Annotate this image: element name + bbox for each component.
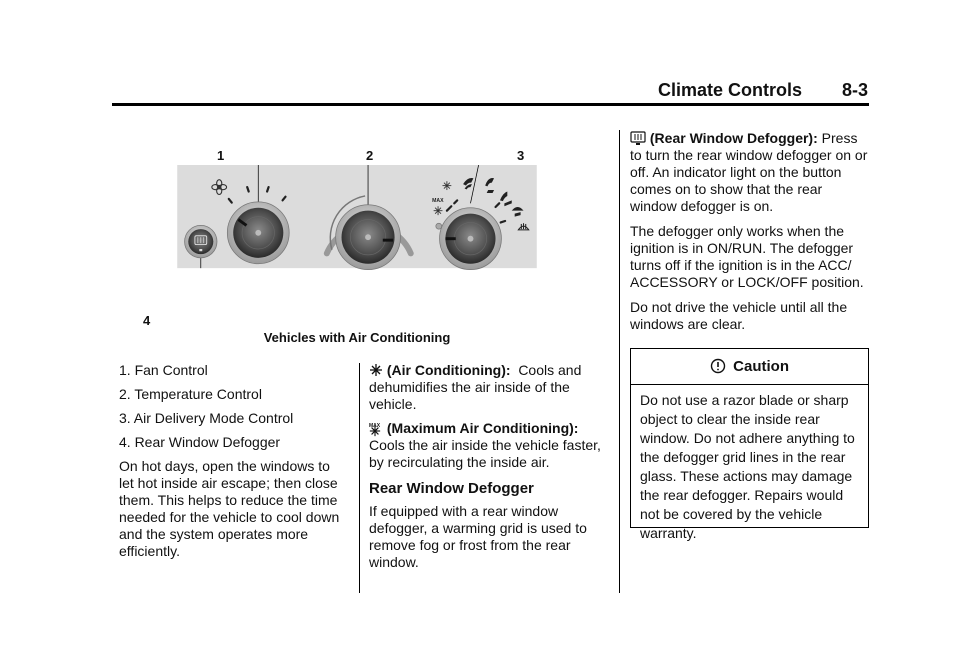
max-icon-label: MAX [369, 423, 381, 429]
list-item: 2. Temperature Control [119, 386, 262, 402]
page-header [622, 80, 868, 104]
climate-panel-illustration [113, 165, 601, 305]
ac-text: Cools and dehumidifies the air inside of the vehicle. [369, 362, 582, 412]
hot-days-paragraph: On hot days, open the windows to let hot inside air escape; then close them. This helps to reduce the time needed for the vehicle to cool down and the system operates more efficiently. [119, 458, 340, 559]
caution-header [631, 349, 868, 385]
recirc-indicator [436, 223, 442, 229]
ignition-paragraph: The defogger only works when the ignition is in ON/RUN. The defogger turns off if the ignition is in the ACC/ ACCESSORY or LOCK/OFF position. [630, 223, 864, 290]
column-divider-left [359, 363, 360, 593]
callout-4: 4 [143, 313, 151, 328]
defogger-button-description [630, 130, 872, 215]
column-2 [369, 362, 605, 578]
callout-1: 1 [217, 148, 225, 163]
ac-description [369, 362, 605, 413]
rear-defogger-paragraph: If equipped with a rear window defogger, a warming grid is used to remove fog or frost from the rear window. [369, 503, 587, 570]
column-1 [119, 362, 347, 560]
caution-title: Caution [733, 358, 789, 375]
column-3 [630, 130, 872, 341]
max-ac-label: (Maximum Air Conditioning): [386, 420, 579, 436]
list-item: 4. Rear Window Defogger [119, 434, 281, 450]
callout-2: 2 [366, 148, 374, 163]
warning-icon [710, 358, 726, 374]
air-delivery-mode-knob [440, 208, 502, 270]
figure-caption: Vehicles with Air Conditioning [263, 330, 451, 345]
defogger-label: (Rear Window Defogger): [649, 130, 818, 146]
rear-defogger-icon [630, 131, 646, 145]
max-ac-description [369, 420, 605, 471]
caution-box [630, 348, 869, 541]
ac-label: (Air Conditioning): [386, 362, 511, 378]
max-label: MAX [432, 197, 444, 204]
list-item: 1. Fan Control [119, 362, 208, 378]
max-ac-snowflake-icon [369, 425, 381, 437]
fan-control-knob [227, 202, 289, 264]
column-divider-right [619, 130, 620, 593]
page-number: 8-3 [841, 80, 868, 100]
drive-paragraph: Do not drive the vehicle until all the windows are clear. [630, 299, 848, 332]
ac-snowflake-icon [369, 363, 383, 377]
rear-defogger-heading: Rear Window Defogger [369, 480, 534, 497]
rear-defogger-button [185, 225, 217, 257]
section-title: Climate Controls [657, 80, 802, 100]
header-rule [112, 103, 869, 106]
max-ac-text: Cools the air inside the vehicle faster, by recirculating the inside air. [369, 437, 601, 470]
caution-text: Do not use a razor blade or sharp object to clear the inside rear window. Do not adhere anything to the defogger grid lines in the rear glass. These actions may damage the rear defogger. Repairs would not be covered by the vehicle warranty. [640, 392, 855, 541]
defogger-text: Press to turn the rear window defogger on or off. An indicator light on the button comes on to show that the rear window defogger is on. [630, 130, 868, 214]
callout-3: 3 [517, 148, 525, 163]
list-item: 3. Air Delivery Mode Control [119, 410, 294, 426]
